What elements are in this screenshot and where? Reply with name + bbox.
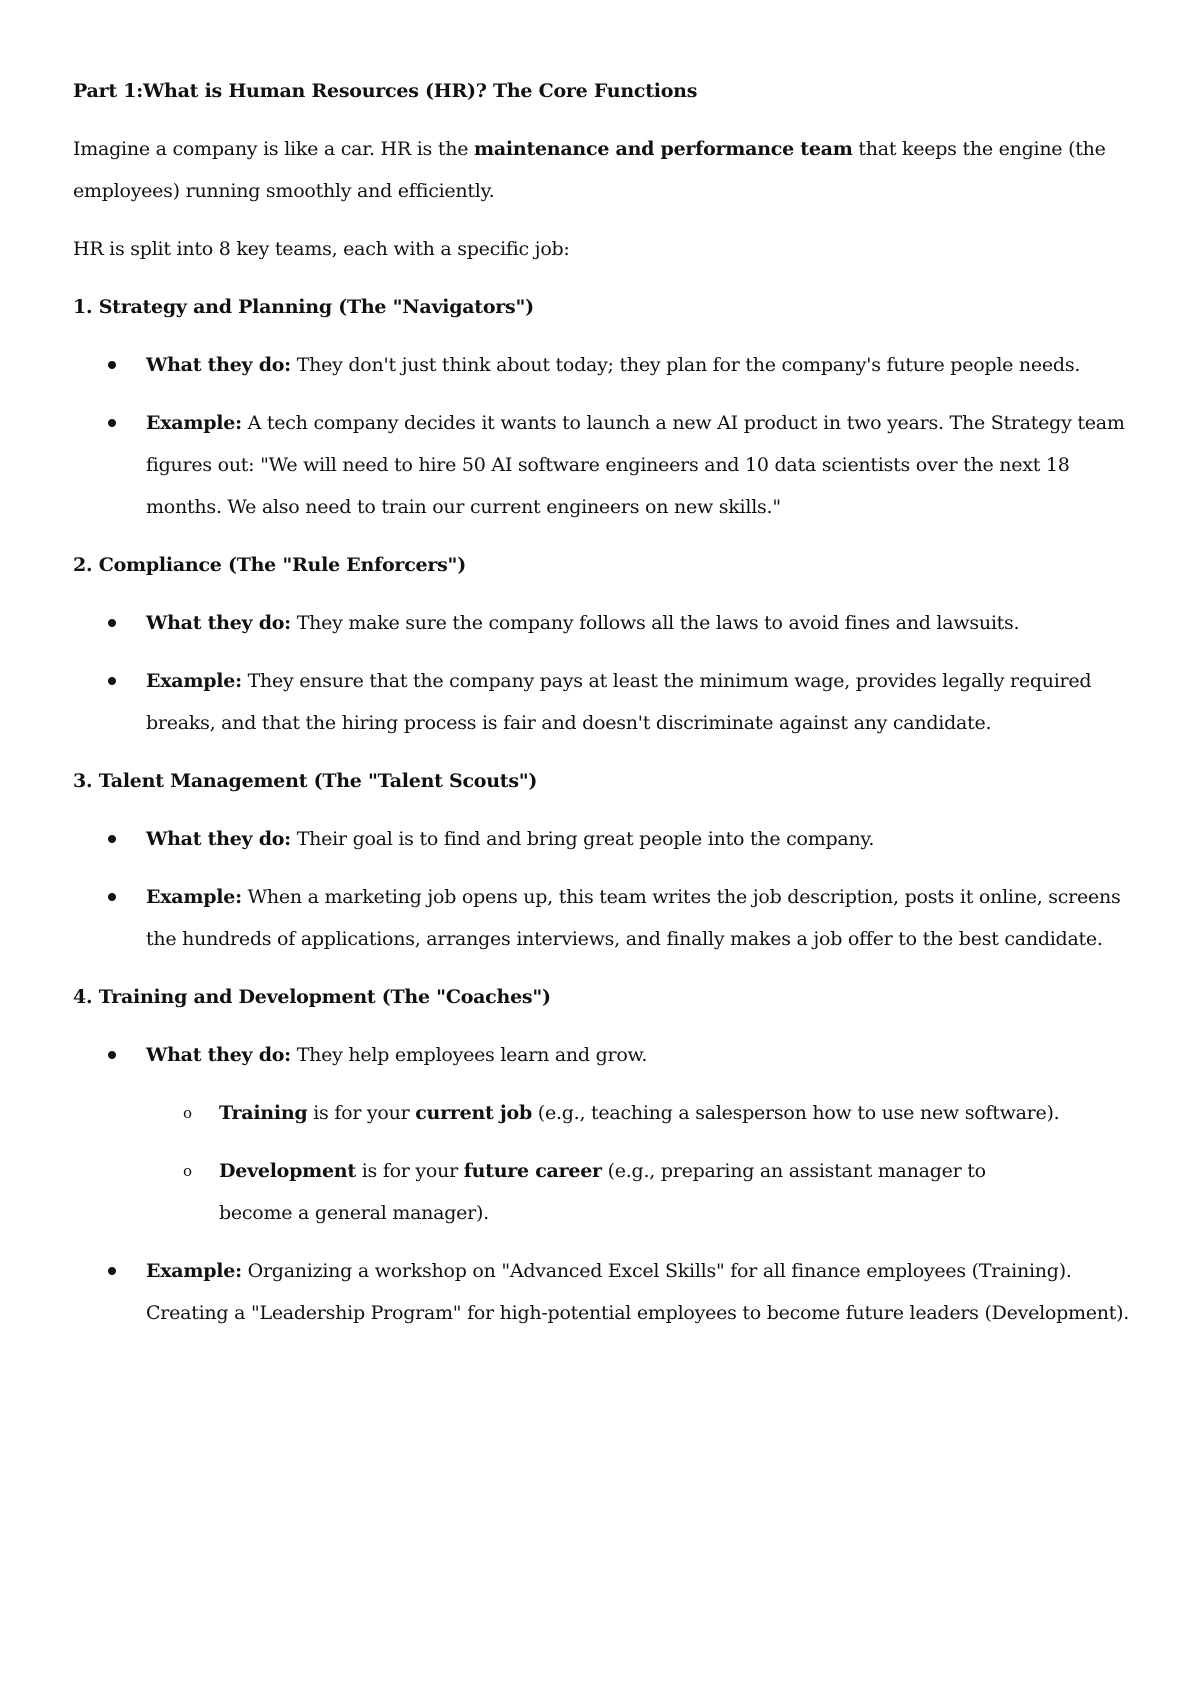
bullet-icon — [108, 835, 116, 843]
training-focus: current job — [415, 1102, 532, 1124]
example-text: They ensure that the company pays at least the minimum wage, provides legally required breaks, and that the hiring process is fair and doesn't discriminate against any candidate. — [146, 670, 1092, 734]
bullet-icon — [108, 677, 116, 685]
example-label: Example: — [146, 1260, 242, 1282]
training-text: is for your — [307, 1102, 416, 1124]
sub-list — [146, 1092, 1133, 1234]
section-heading-compliance: 2. Compliance (The "Rule Enforcers") — [73, 554, 466, 576]
intro-text-start: Imagine a company is like a car. HR is the — [73, 138, 474, 160]
example-text: When a marketing job opens up, this team writes the job description, posts it online, screens the hundreds of applications, arranges interviews, and finally makes a job offer to the best candidate. — [146, 886, 1121, 950]
list-item — [73, 876, 1133, 960]
training-term: Training — [219, 1102, 308, 1124]
list-item — [73, 344, 1133, 386]
document-page — [73, 70, 1133, 1350]
example-label: Example: — [146, 670, 242, 692]
document-title: Part 1:What is Human Resources (HR)? The Core Functions — [73, 80, 698, 102]
example-text: Organizing a workshop on "Advanced Excel Skills" for all finance employees (Training). Creating a "Leadership Program" for high-potential employees to become future leaders (Development). — [146, 1260, 1130, 1324]
list-item — [73, 1250, 1133, 1334]
section-heading-training: 4. Training and Development (The "Coaches") — [73, 986, 551, 1008]
bullet-icon — [108, 1267, 116, 1275]
development-focus: future career — [463, 1160, 602, 1182]
list-item — [73, 818, 1133, 860]
section-list-training — [73, 1034, 1133, 1334]
what-label: What they do: — [146, 1044, 291, 1066]
what-text: They make sure the company follows all the laws to avoid fines and lawsuits. — [290, 612, 1020, 634]
example-text: A tech company decides it wants to launch a new AI product in two years. The Strategy team figures out: "We will need to hire 50 AI software engineers and 10 data scientists over the next 18 months. We also need to train our current engineers on new skills." — [146, 412, 1125, 518]
intro-text-end: that keeps the engine (the employees) running smoothly and efficiently. — [73, 138, 1106, 202]
what-text: They help employees learn and grow. — [290, 1044, 648, 1066]
list-item — [73, 602, 1133, 644]
circle-bullet-icon: o — [183, 1104, 192, 1122]
sub-list-item-development — [146, 1150, 1060, 1234]
section-list-compliance — [73, 602, 1133, 744]
what-label: What they do: — [146, 612, 291, 634]
intro-bold-phrase: maintenance and performance team — [474, 138, 853, 160]
section-heading-strategy: 1. Strategy and Planning (The "Navigators") — [73, 296, 534, 318]
what-text: They don't just think about today; they plan for the company's future people needs. — [290, 354, 1081, 376]
what-label: What they do: — [146, 828, 291, 850]
split-paragraph: HR is split into 8 key teams, each with a specific job: — [73, 238, 570, 260]
intro-paragraph — [73, 128, 1133, 212]
bullet-icon — [108, 893, 116, 901]
development-term: Development — [219, 1160, 356, 1182]
section-list-talent — [73, 818, 1133, 960]
what-label: What they do: — [146, 354, 291, 376]
circle-bullet-icon: o — [183, 1162, 192, 1180]
bullet-icon — [108, 1051, 116, 1059]
development-text: is for your — [355, 1160, 464, 1182]
section-list-strategy — [73, 344, 1133, 528]
what-text: Their goal is to find and bring great people into the company. — [290, 828, 875, 850]
bullet-icon — [108, 619, 116, 627]
section-heading-talent: 3. Talent Management (The "Talent Scouts") — [73, 770, 538, 792]
sub-list-item-training — [146, 1092, 1060, 1134]
example-label: Example: — [146, 886, 242, 908]
list-item — [73, 660, 1133, 744]
bullet-icon — [108, 419, 116, 427]
list-item — [73, 402, 1133, 528]
example-label: Example: — [146, 412, 242, 434]
training-example: (e.g., teaching a salesperson how to use new software). — [532, 1102, 1060, 1124]
bullet-icon — [108, 361, 116, 369]
development-example: (e.g., preparing an assistant manager to become a general manager). — [219, 1160, 986, 1224]
list-item — [73, 1034, 1133, 1234]
